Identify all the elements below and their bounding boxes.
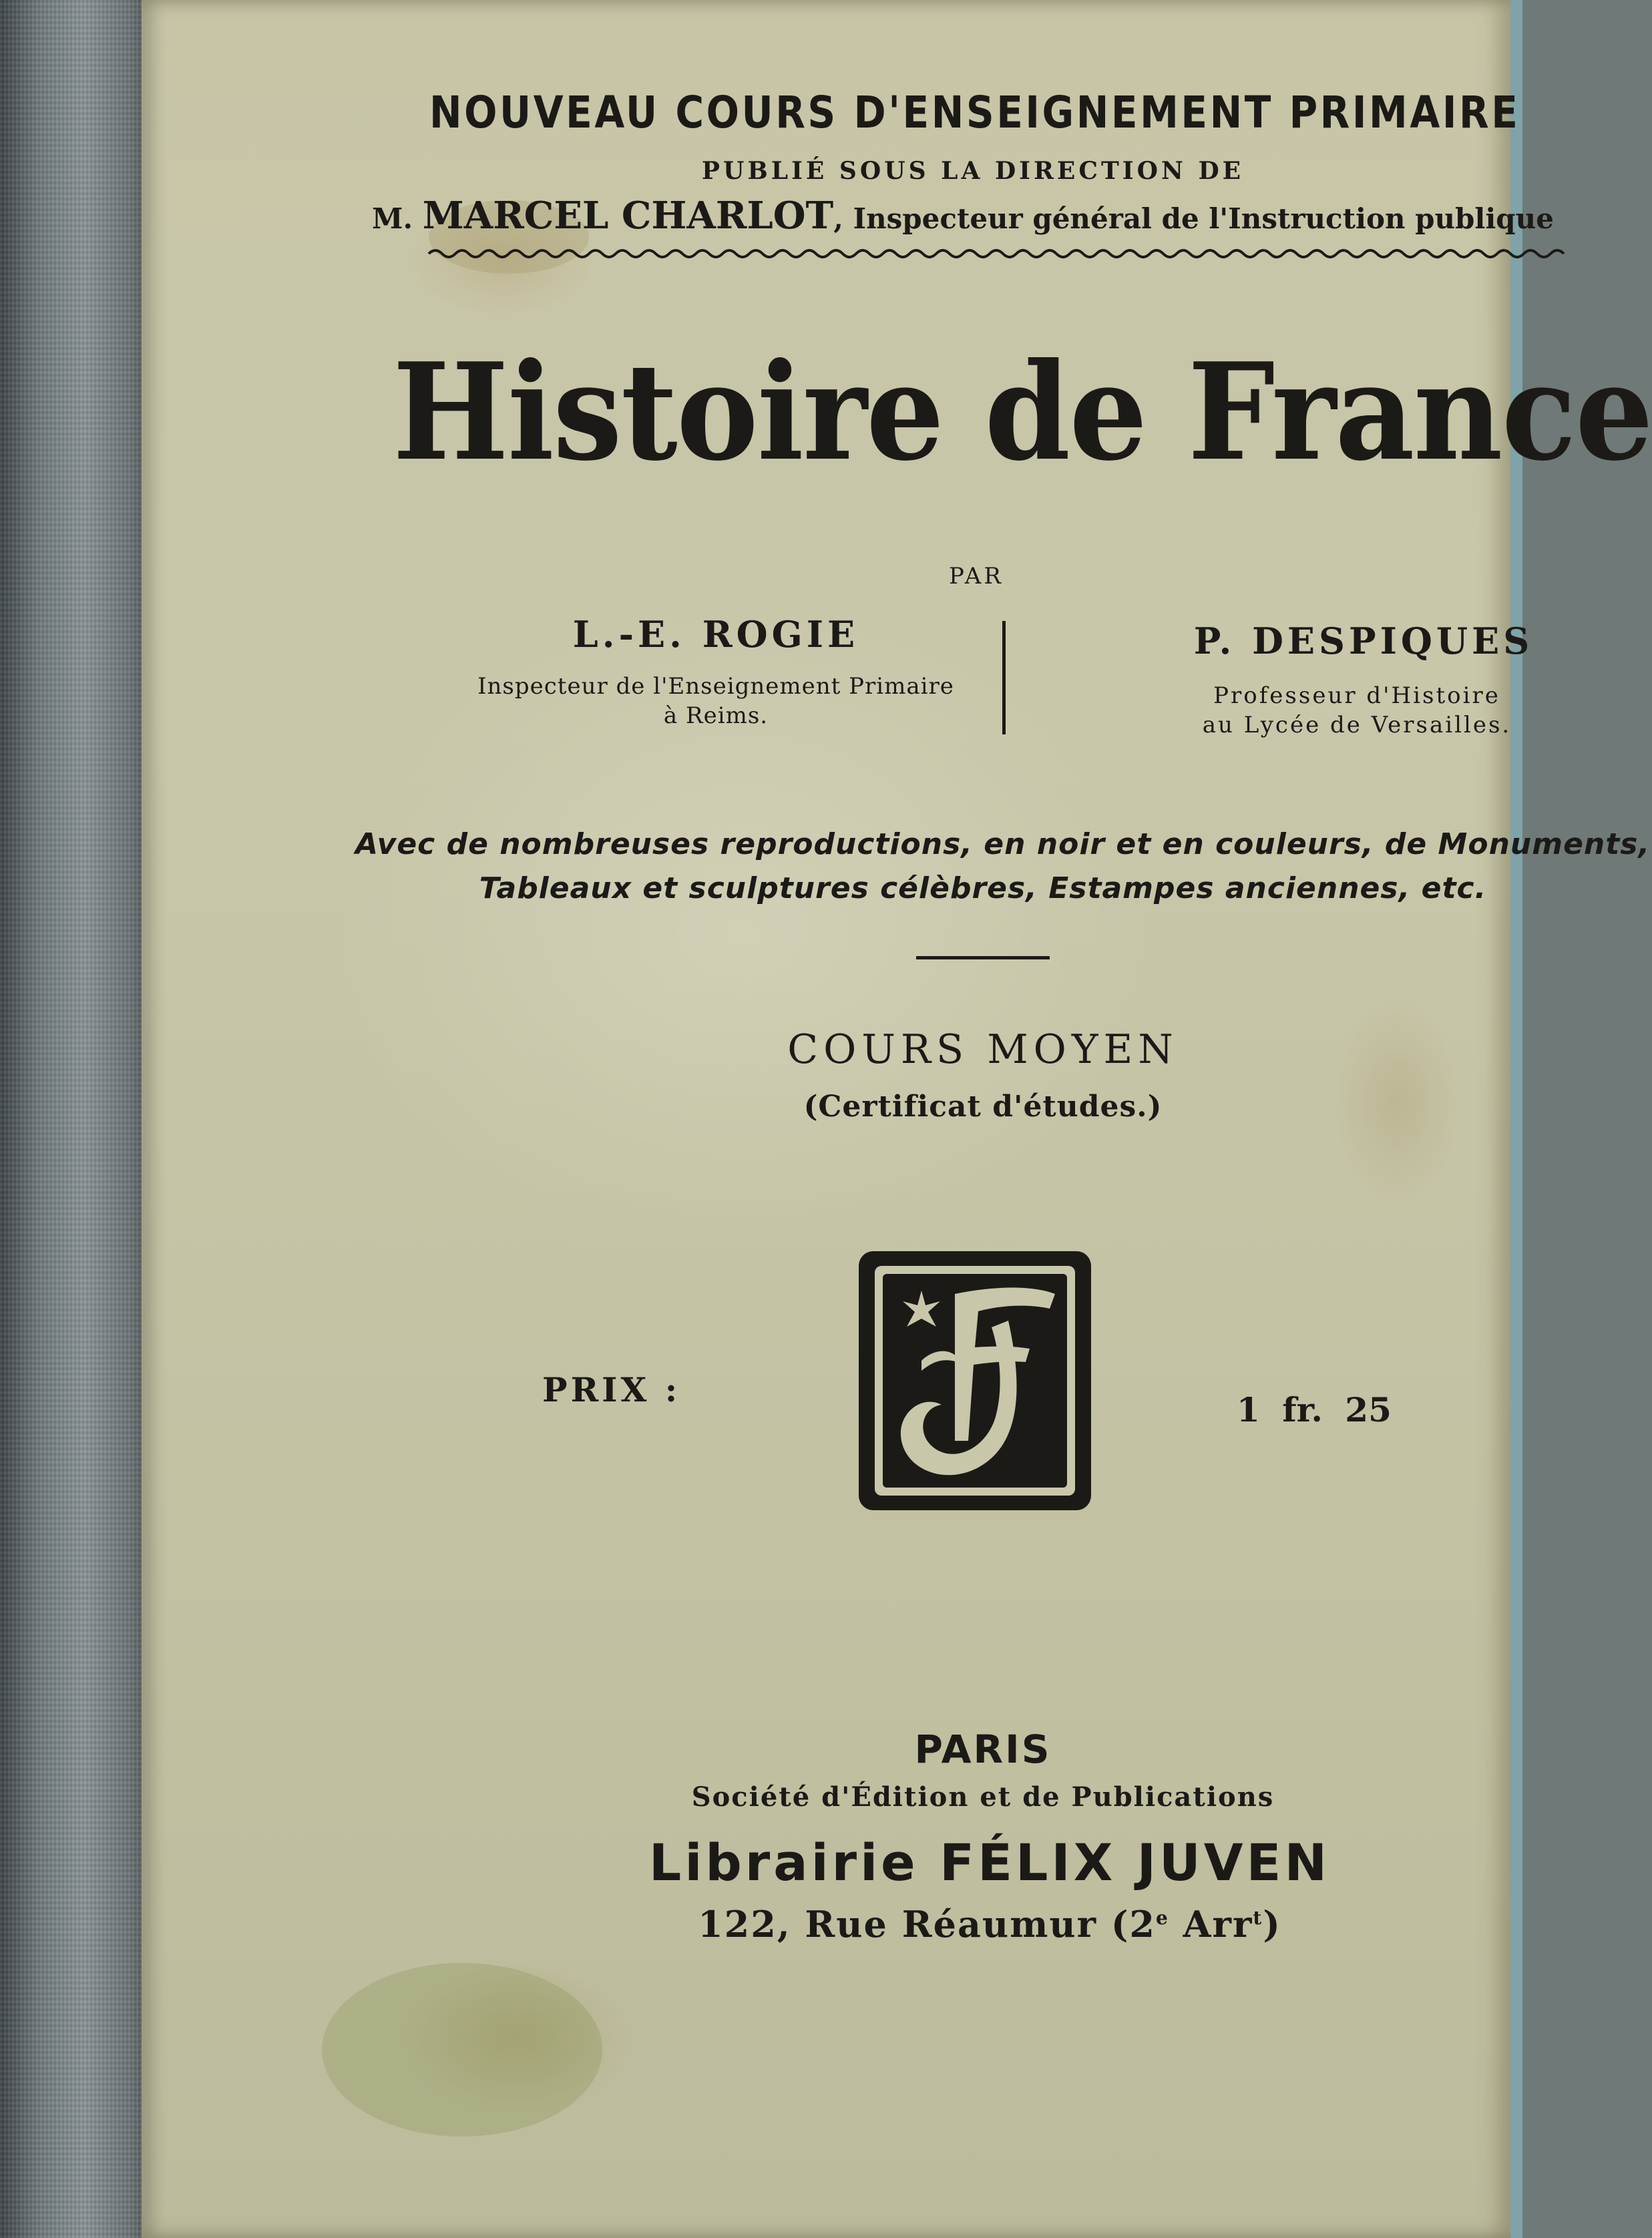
reproductions-note [355, 823, 1651, 911]
book-title: Histoire de France [393, 334, 1652, 491]
author2-name: P. DESPIQUES [1193, 620, 1534, 662]
par-label: PAR [949, 563, 1004, 590]
series-title: NOUVEAU COURS D'ENSEIGNEMENT PRIMAIRE [429, 87, 1520, 138]
stain [322, 1963, 602, 2137]
address-sup2: t [1253, 1907, 1263, 1929]
publisher-address [556, 1903, 1424, 1946]
director-role: , Inspecteur général de l'Instruction publique [833, 202, 1554, 235]
author1-role [429, 672, 1003, 730]
price-label: PRIX : [542, 1370, 681, 1409]
reproductions-line1: Avec de nombreuses reproductions, en noir et en couleurs, de Monuments, [355, 827, 1651, 861]
course-level: COURS MOYEN [787, 1026, 1179, 1073]
publisher-name: Librairie FÉLIX JUVEN [648, 1833, 1331, 1892]
address-end: ) [1263, 1903, 1281, 1946]
certificate-note: (Certificat d'études.) [803, 1090, 1163, 1124]
address-mid: Arr [1169, 1903, 1253, 1946]
author2-role-line2: au Lycée de Versailles. [1202, 712, 1512, 738]
author2-role-line1: Professeur d'Histoire [1213, 682, 1500, 709]
book-cover [142, 0, 1652, 2238]
director-name: MARCEL CHARLOT [422, 194, 834, 238]
city: PARIS [914, 1727, 1052, 1772]
author2-role [1063, 681, 1651, 740]
director-prefix: M. [372, 202, 423, 235]
book-spine [0, 0, 158, 2238]
price-value: 1 fr. 25 [1237, 1390, 1392, 1429]
address-sup1: e [1155, 1907, 1169, 1929]
reproductions-line2: Tableaux et sculptures célèbres, Estampes anciennes, etc. [479, 871, 1487, 905]
society-name: Société d'Édition et de Publications [691, 1781, 1275, 1813]
publisher-monogram-icon [855, 1247, 1095, 1514]
section-rule [916, 956, 1050, 959]
author1-role-line2: à Reims. [663, 702, 769, 729]
address-main: 122, Rue Réaumur (2 [698, 1903, 1156, 1946]
author1-role-line1: Inspecteur de l'Enseignement Primaire [477, 673, 954, 700]
director-line [295, 194, 1631, 238]
published-line: PUBLIÉ SOUS LA DIRECTION DE [701, 157, 1245, 185]
author1-name: L.-E. ROGIE [572, 613, 859, 656]
wavy-rule [429, 246, 1564, 262]
author-divider [1002, 621, 1006, 734]
